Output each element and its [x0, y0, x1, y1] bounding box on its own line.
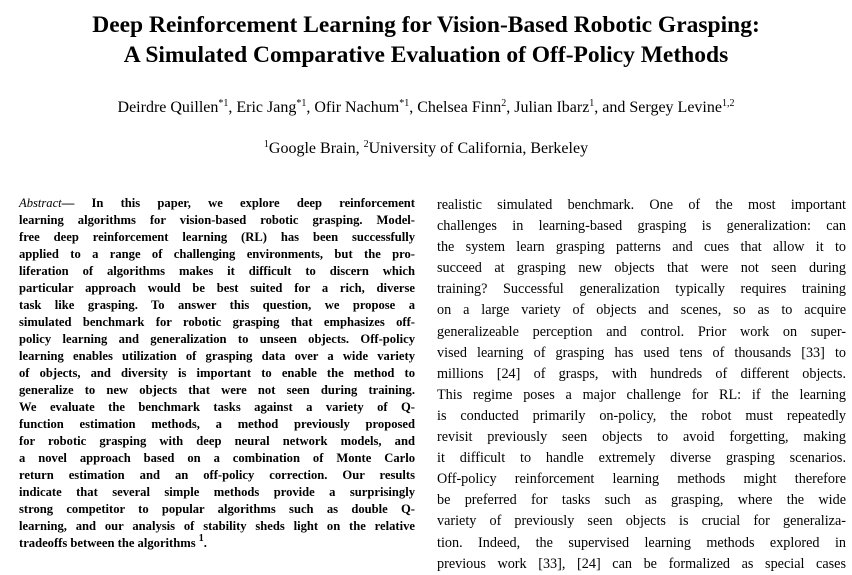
affiliation-name: University of California, Berkeley — [368, 140, 589, 157]
author-mark: *1 — [296, 98, 307, 109]
intro-line: training? Successful generalization typically requires training — [437, 281, 846, 298]
intro-line: generalizeable perception and control. Prior work on super- — [437, 323, 846, 340]
author-mark: *1 — [218, 98, 229, 109]
abstract-line: free deep reinforcement learning (RL) has been successfully — [19, 230, 415, 244]
intro-line: millions [24] of grasps, with hundreds of different objects. — [437, 365, 846, 382]
abstract-line: simulated benchmark for robotic grasping that emphasizes off- — [19, 315, 415, 329]
abstract-line: policy learning and generalization to unseen objects. Off-policy — [19, 332, 415, 346]
author-list: Deirdre Quillen$^{*1}$, Eric Jang$^{*1}$, Ofir Nachum$^{*1}$, Chelsea Finn$^2$, Julian Ibarz$^1$, and Sergey Levine$^{1,2}$ — [117, 98, 735, 116]
intro-line: it difficult to handle extremely diverse grasping scenarios. — [437, 450, 846, 467]
author-name: Chelsea Finn — [417, 99, 502, 116]
author-name: Ofir Nachum — [314, 99, 400, 116]
intro-line: be preferred for tasks such as grasping, where the wide — [437, 492, 846, 509]
author-name: Deirdre Quillen — [117, 99, 219, 116]
abstract-line: task like grasping. To answer this question, we propose a — [19, 298, 415, 312]
abstract-line — [19, 195, 415, 212]
abstract-line: learning, and our analysis of stability sheds light on the relative — [19, 519, 415, 533]
intro-line: revisit previously seen objects to avoid forgetting, making — [437, 429, 846, 446]
intro-line: succeed at grasping new objects that were not seen during — [437, 260, 846, 277]
intro-line: tion. Indeed, the supervised learning methods explored in — [437, 534, 846, 551]
intro-line: realistic simulated benchmark. One of the most important — [437, 197, 846, 213]
author-mark: 2 — [501, 98, 507, 109]
intro-line: on a large variety of objects and scenes, so as to acquire — [437, 302, 846, 319]
author-mark: 1,2 — [721, 98, 735, 109]
abstract-line: a novel approach based on a combination of Monte Carlo — [19, 451, 415, 465]
abstract-line: generalize to new objects that were not seen during training. — [19, 383, 415, 397]
intro-line: the system learn grasping patterns and cues that allow it to — [437, 239, 846, 256]
introduction-column — [437, 195, 846, 575]
abstract-line: learning enables utilization of grasping data over a wide variety — [19, 349, 415, 363]
abstract-line: learning algorithms for vision-based robotic grasping. Model- — [19, 213, 415, 227]
abstract-line: indicate that several simple methods provide a surprisingly — [19, 485, 415, 499]
abstract-line: strong competitor to popular algorithms such as double Q- — [19, 502, 415, 516]
abstract-heading: Abstract — [19, 196, 62, 210]
author-name: Eric Jang — [236, 99, 297, 116]
author-name: Julian Ibarz — [514, 99, 590, 116]
abstract-line: function estimation methods, a method previously proposed — [19, 417, 415, 431]
intro-line: This regime poses a major challenge for RL: if the learning — [437, 386, 846, 403]
abstract-line: liferation of algorithms makes it difficult to discern which — [19, 264, 415, 278]
abstract-line: return estimation and an off-policy correction. Our results — [19, 468, 415, 482]
author-mark: 1 — [589, 98, 595, 109]
abstract-column — [19, 195, 415, 552]
abstract-line-text: — In this paper, we explore deep reinforcement — [61, 196, 415, 210]
intro-line: is conducted primarily on-policy, the robot must repeatedly — [437, 407, 846, 424]
intro-line: previous work [33], [24] can be formalized as special cases — [437, 555, 846, 572]
abstract-line: applied to a range of challenging environments, but the pro- — [19, 247, 415, 261]
intro-line: challenges in learning-based grasping is generalization: can — [437, 218, 846, 235]
author-name: Sergey Levine — [629, 99, 722, 116]
title-line-1: Deep Reinforcement Learning for Vision-Based Robotic Grasping: — [92, 12, 760, 38]
affiliation-name: Google Brain — [268, 140, 356, 157]
abstract-final-period: . — [203, 536, 207, 550]
author-mark: *1 — [399, 98, 410, 109]
abstract-line: particular approach would be best suited for a rich, diverse — [19, 281, 415, 295]
abstract-line — [19, 535, 415, 552]
intro-line: vised learning of grasping has used tens of thousands [33] to — [437, 344, 846, 361]
abstract-line: of objects, and diversity is important to enable the method to — [19, 366, 415, 380]
footnote-mark: 1 — [198, 533, 204, 544]
abstract-line-text: tradeoffs between the algorithms — [19, 536, 196, 550]
abstract-line: We evaluate the benchmark tasks against a variety of Q- — [19, 400, 415, 414]
affiliations: $^1$Google Brain, $^2$University of California, Berkeley — [263, 139, 589, 157]
paper-title — [0, 10, 852, 70]
abstract-line: for robotic grasping with deep neural network models, and — [19, 434, 415, 448]
intro-line: variety of previously seen objects is crucial for generaliza- — [437, 513, 846, 530]
intro-line: Off-policy reinforcement learning methods might therefore — [437, 471, 846, 488]
affiliation-mark: 2 — [363, 139, 369, 150]
affiliation-mark: 1 — [263, 139, 269, 150]
title-line-2: A Simulated Comparative Evaluation of Off-Policy Methods — [123, 42, 729, 68]
